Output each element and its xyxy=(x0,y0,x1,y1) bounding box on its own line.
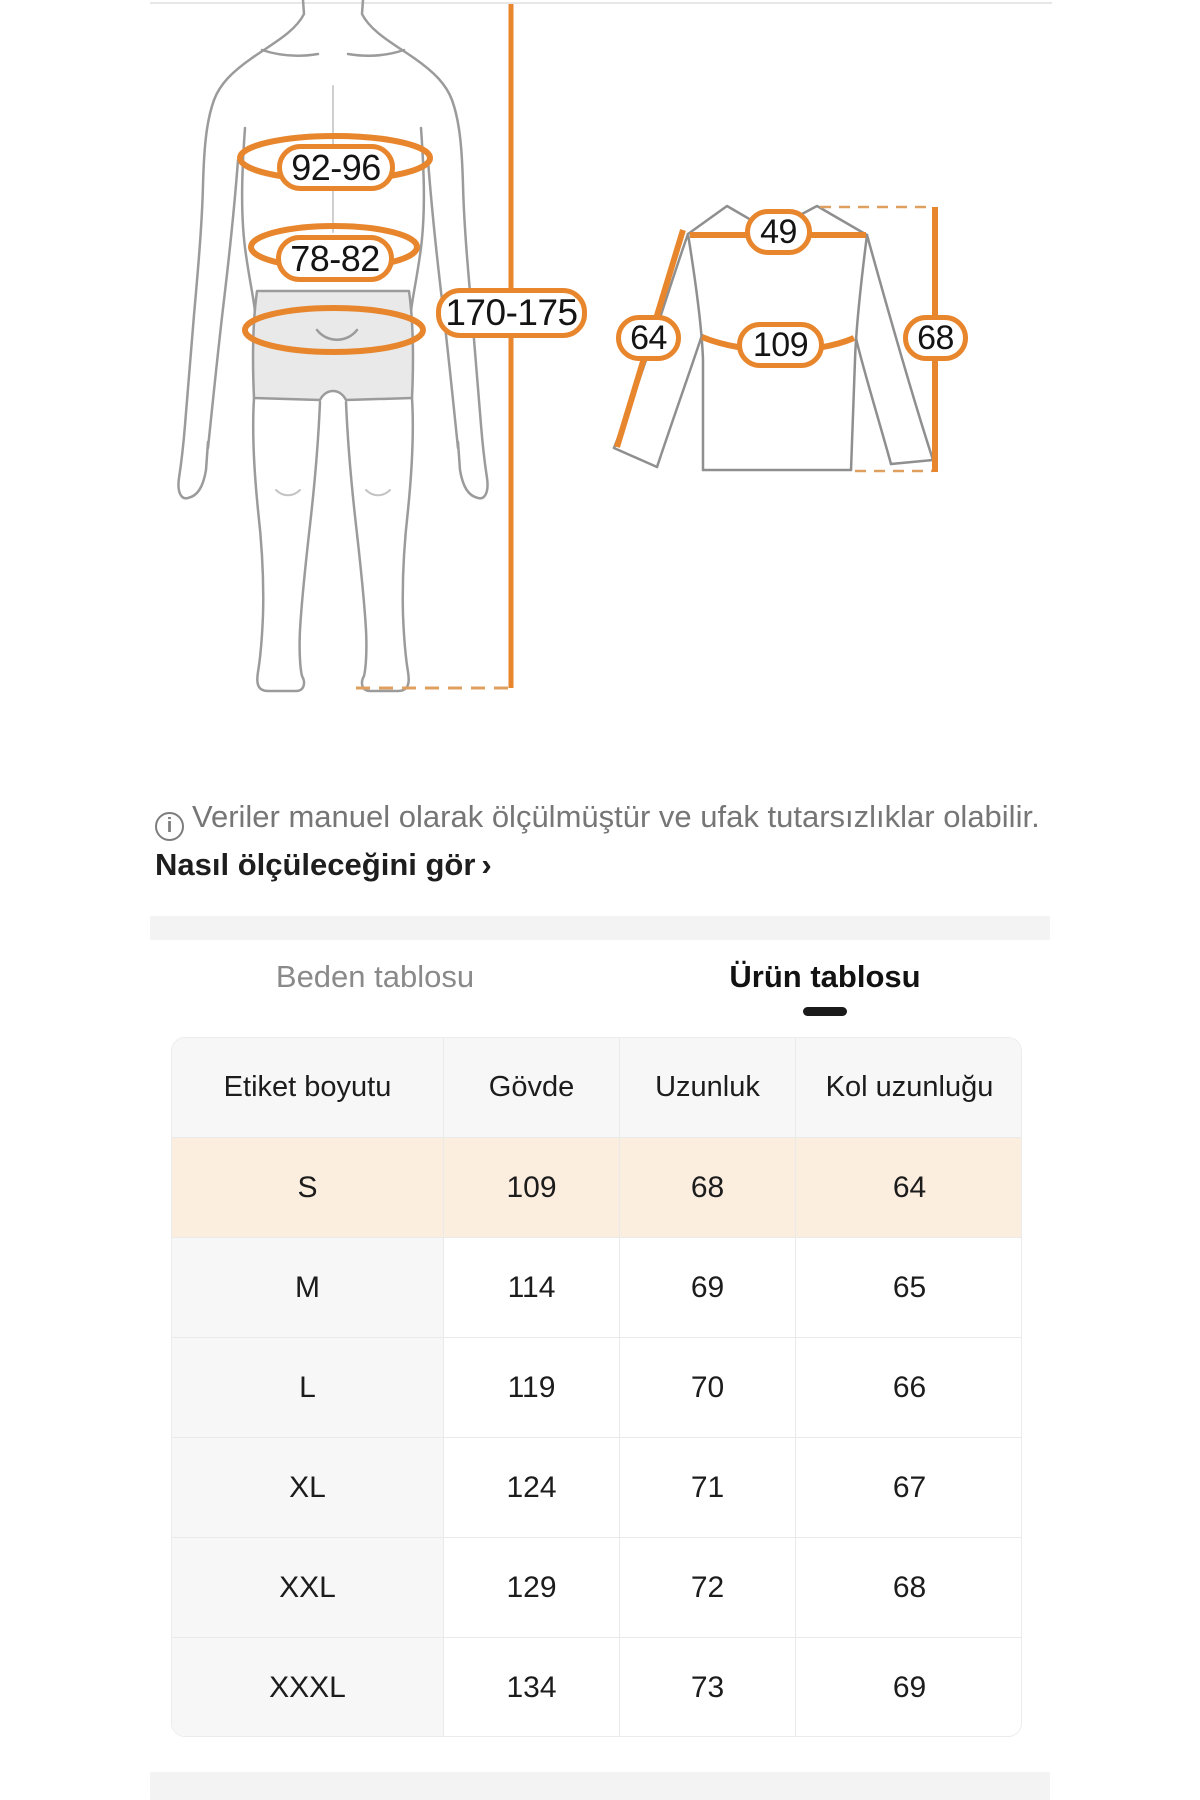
sleeve-cell: 69 xyxy=(796,1638,1022,1737)
size-cell: S xyxy=(172,1138,444,1238)
size-cell: M xyxy=(172,1238,444,1338)
length-cell: 72 xyxy=(620,1538,796,1638)
length-cell: 68 xyxy=(620,1138,796,1238)
active-tab-indicator xyxy=(803,1007,847,1016)
body-cell: 119 xyxy=(444,1338,620,1438)
note-text: Veriler manuel olarak ölçülmüştür ve ufak tutarsızlıklar olabilir. xyxy=(192,799,1040,834)
size-cell: XL xyxy=(172,1438,444,1538)
garment-shoulder-badge: 49 xyxy=(745,209,812,255)
length-cell: 69 xyxy=(620,1238,796,1338)
body-cell: 129 xyxy=(444,1538,620,1638)
size-cell: XXXL xyxy=(172,1638,444,1737)
sleeve-cell: 67 xyxy=(796,1438,1022,1538)
table-header-body: Gövde xyxy=(444,1038,620,1138)
table-header-length: Uzunluk xyxy=(620,1038,796,1138)
body-cell: 114 xyxy=(444,1238,620,1338)
body-waist-badge: 78-82 xyxy=(276,235,394,282)
body-figure xyxy=(178,0,487,691)
table-header-sleeve: Kol uzunluğu xyxy=(796,1038,1022,1138)
bottom-divider-band xyxy=(150,1772,1050,1800)
garment-sleeve-badge: 64 xyxy=(616,315,681,361)
tab-size-chart[interactable] xyxy=(150,945,600,1033)
tab-size-chart-label: Beden tablosu xyxy=(275,959,475,994)
how-to-measure-link[interactable]: Nasıl ölçüleceğini gör xyxy=(155,847,476,882)
chart-tabs xyxy=(150,945,1050,1033)
body-cell: 124 xyxy=(444,1438,620,1538)
size-cell: L xyxy=(172,1338,444,1438)
measurement-note xyxy=(155,793,1060,889)
body-cell: 109 xyxy=(444,1138,620,1238)
info-icon: i xyxy=(155,812,184,841)
garment-length-badge: 68 xyxy=(903,315,968,361)
sleeve-cell: 64 xyxy=(796,1138,1022,1238)
garment-chest-badge: 109 xyxy=(737,322,824,368)
table-header-label-size: Etiket boyutu xyxy=(172,1038,444,1138)
measurement-diagrams xyxy=(0,0,1200,700)
product-measurements-table xyxy=(171,1037,1022,1737)
section-divider-band xyxy=(150,916,1050,940)
sleeve-cell: 68 xyxy=(796,1538,1022,1638)
tab-product-chart-label: Ürün tablosu xyxy=(729,959,921,994)
diagram-line-art xyxy=(0,0,1200,700)
sleeve-cell: 66 xyxy=(796,1338,1022,1438)
sleeve-cell: 65 xyxy=(796,1238,1022,1338)
length-cell: 70 xyxy=(620,1338,796,1438)
body-cell: 134 xyxy=(444,1638,620,1737)
tab-product-chart[interactable] xyxy=(600,945,1050,1033)
chevron-right-icon[interactable]: › xyxy=(481,847,492,882)
length-cell: 71 xyxy=(620,1438,796,1538)
size-cell: XXL xyxy=(172,1538,444,1638)
length-cell: 73 xyxy=(620,1638,796,1737)
body-chest-badge: 92-96 xyxy=(277,144,395,191)
body-height-badge: 170-175 xyxy=(436,288,587,338)
